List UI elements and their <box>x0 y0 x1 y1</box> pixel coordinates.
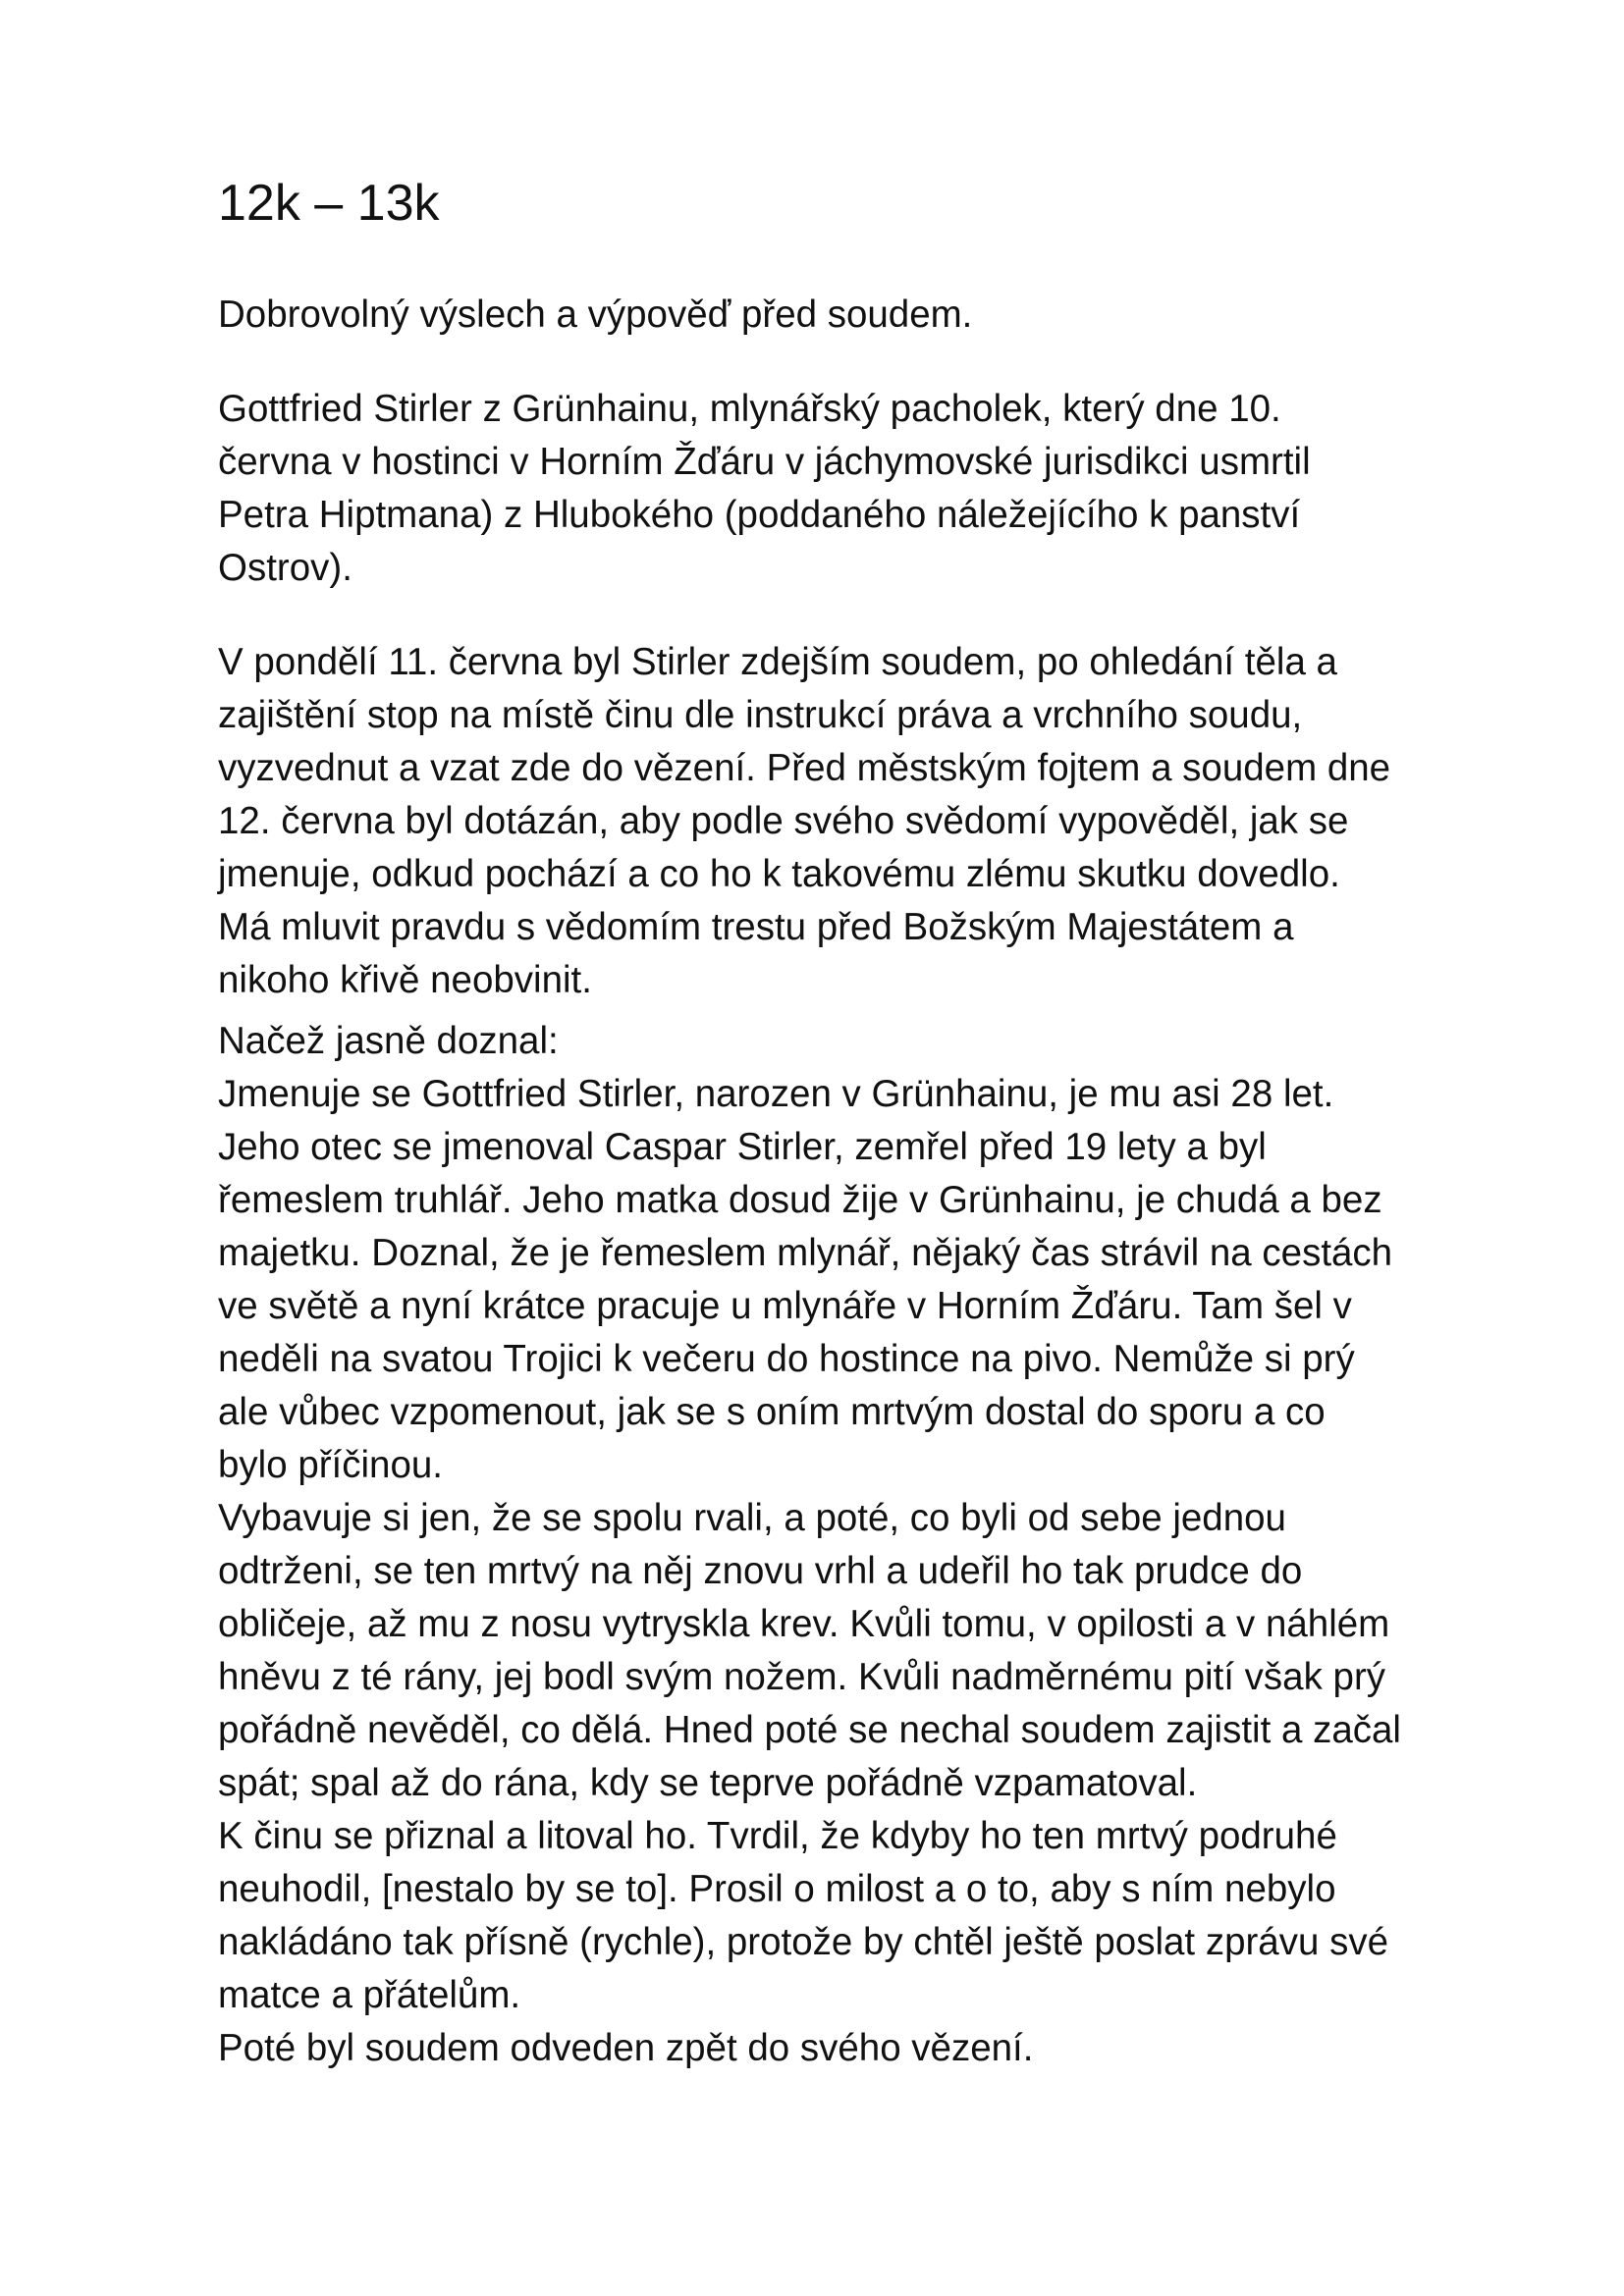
paragraph-summary <box>218 383 1494 595</box>
text-line: Má mluvit pravdu s vědomím trestu před Božským Majestátem a <box>218 906 1294 948</box>
text-line: Gottfried Stirler z Grünhainu, mlynářský pacholek, který dne 10. <box>218 388 1281 430</box>
text-line: K činu se přiznal a litoval ho. Tvrdil, že kdyby ho ten mrtvý podruhé <box>218 1815 1337 1857</box>
text-line: Poté byl soudem odveden zpět do svého vězení. <box>218 2027 1034 2069</box>
text-line: Ostrov). <box>218 547 352 589</box>
text-line: hněvu z té rány, jej bodl svým nožem. Kvůli nadměrnému pití však prý <box>218 1656 1386 1698</box>
text-line: Vybavuje si jen, že se spolu rvali, a poté, co byli od sebe jednou <box>218 1497 1286 1539</box>
paragraph-arrest <box>218 636 1494 1007</box>
text-line: neděli na svatou Trojici k večeru do hostince na pivo. Nemůže si prý <box>218 1338 1355 1380</box>
paragraph-confession <box>218 1015 1494 2075</box>
text-line: matce a přátelům. <box>218 1974 521 2016</box>
text-line: nikoho křivě neobvinit. <box>218 959 592 1001</box>
text-line: spát; spal až do rána, kdy se teprve pořádně vzpamatoval. <box>218 1762 1198 1804</box>
text-line: neuhodil, [nestalo by se to]. Prosil o milost a o to, aby s ním nebylo <box>218 1868 1336 1910</box>
text-line: řemeslem truhlář. Jeho matka dosud žije v Grünhainu, je chudá a bez <box>218 1179 1382 1221</box>
text-line: Petra Hiptmana) z Hlubokého (poddaného náležejícího k panství <box>218 494 1301 536</box>
text-line: 12. června byl dotázán, aby podle svého svědomí vypověděl, jak se <box>218 800 1349 842</box>
text-line: bylo příčinou. <box>218 1444 443 1486</box>
page-heading: 12k – 13k <box>218 175 440 232</box>
text-line: odtrženi, se ten mrtvý na něj znovu vrhl a udeřil ho tak prudce do <box>218 1550 1303 1592</box>
text-line: nakládáno tak přísně (rychle), protože by chtěl ještě poslat zprávu své <box>218 1921 1388 1963</box>
document-page <box>218 169 1494 2116</box>
text-line: ve světě a nyní krátce pracuje u mlynáře v Horním Žďáru. Tam šel v <box>218 1285 1352 1327</box>
text-line: jmenuje, odkud pochází a co ho k takovému zlému skutku dovedlo. <box>218 853 1340 895</box>
text-line: Dobrovolný výslech a výpověď před soudem. <box>218 294 973 336</box>
text-line: Jeho otec se jmenoval Caspar Stirler, zemřel před 19 lety a byl <box>218 1126 1267 1168</box>
text-line: V pondělí 11. června byl Stirler zdejším soudem, po ohledání těla a <box>218 641 1337 683</box>
text-line: ale vůbec vzpomenout, jak se s oním mrtvým dostal do sporu a co <box>218 1391 1326 1433</box>
paragraph-title <box>218 289 1494 342</box>
text-line: obličeje, až mu z nosu vytryskla krev. Kvůli tomu, v opilosti a v náhlém <box>218 1603 1390 1645</box>
text-line: vyzvednut a vzat zde do vězení. Před městským fojtem a soudem dne <box>218 747 1391 789</box>
text-line: pořádně nevěděl, co dělá. Hned poté se nechal soudem zajistit a začal <box>218 1709 1401 1751</box>
text-line: června v hostinci v Horním Žďáru v jáchymovské jurisdikci usmrtil <box>218 441 1311 483</box>
text-line: majetku. Doznal, že je řemeslem mlynář, nějaký čas strávil na cestách <box>218 1232 1393 1274</box>
text-line: Jmenuje se Gottfried Stirler, narozen v Grünhainu, je mu asi 28 let. <box>218 1073 1334 1115</box>
text-line: zajištění stop na místě činu dle instrukcí práva a vrchního soudu, <box>218 694 1303 736</box>
text-line: Načež jasně doznal: <box>218 1020 559 1062</box>
